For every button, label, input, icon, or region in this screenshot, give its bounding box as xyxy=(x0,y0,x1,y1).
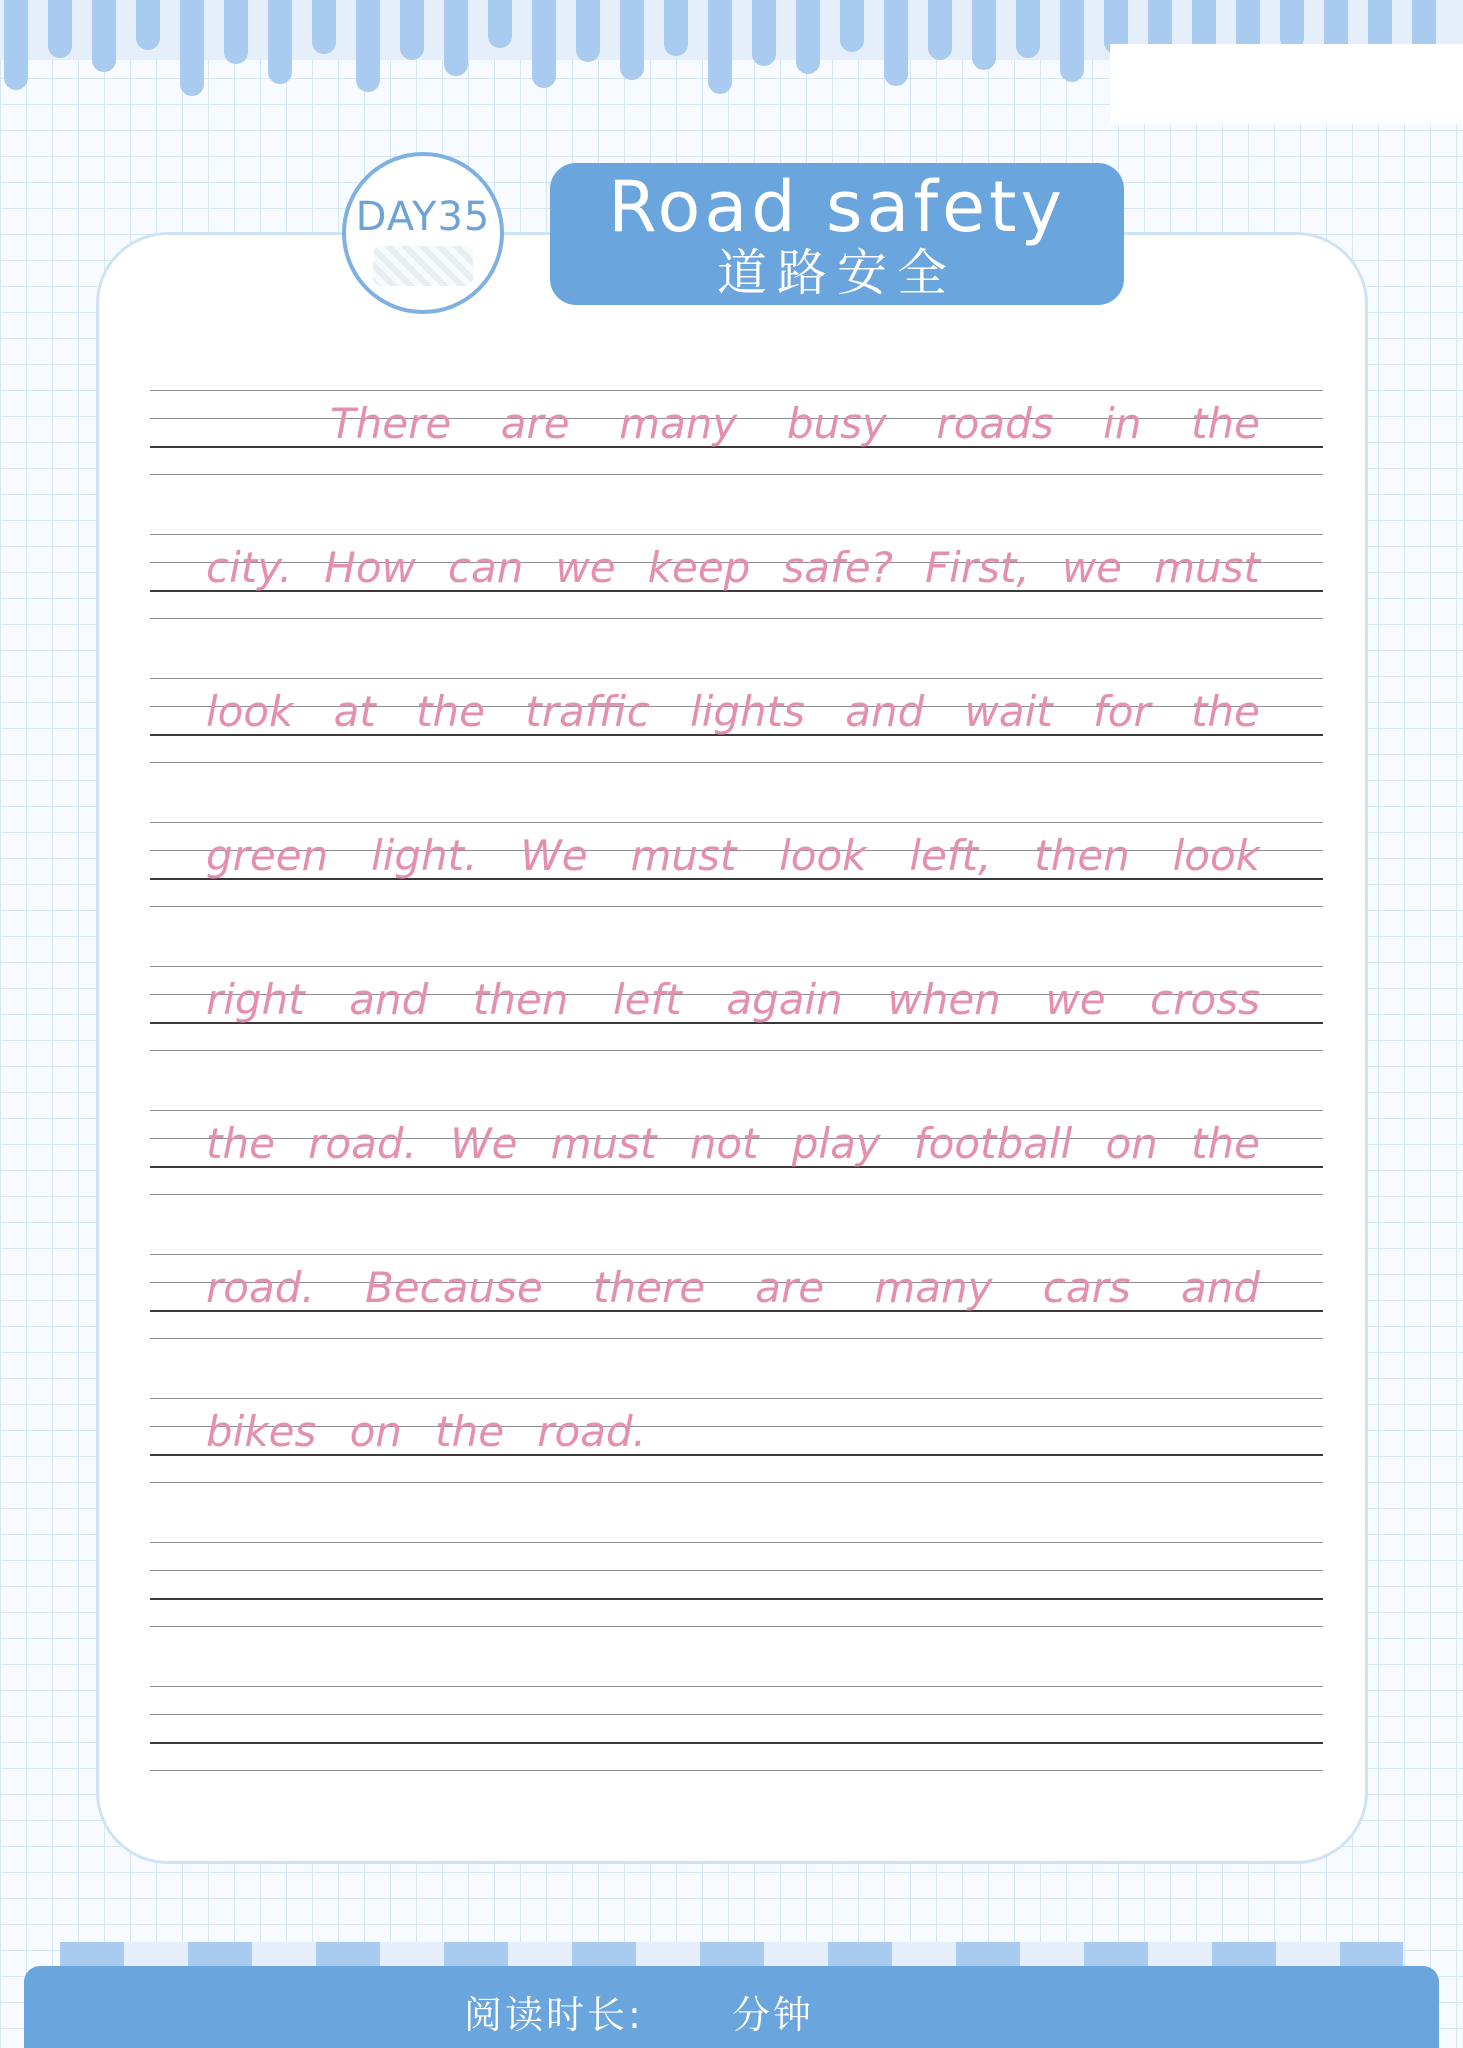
passage-word: many xyxy=(619,399,738,448)
passage-line xyxy=(206,975,1260,1035)
guide-rule xyxy=(150,1714,1323,1715)
passage-word: for xyxy=(1092,687,1151,736)
passage-word: road. xyxy=(537,1407,646,1456)
passage-word: the xyxy=(1190,1119,1260,1168)
passage-word: left xyxy=(613,975,682,1024)
passage-word: are xyxy=(755,1263,825,1312)
passage-word: First, xyxy=(924,543,1030,592)
passage-word: the xyxy=(435,1407,505,1456)
passage-word: busy xyxy=(786,399,887,448)
passage-word: when xyxy=(887,975,1001,1024)
passage-word: football xyxy=(913,1119,1073,1168)
guide-rule xyxy=(150,1570,1323,1571)
passage-word: There xyxy=(330,399,452,448)
guide-rule xyxy=(150,1542,1323,1543)
passage-word: roads xyxy=(936,399,1054,448)
footer-bar xyxy=(24,1966,1439,2048)
passage-word: traffic xyxy=(525,687,650,736)
guide-rule xyxy=(150,1338,1323,1339)
passage-word: wait xyxy=(964,687,1053,736)
guide-rule xyxy=(150,618,1323,619)
passage-word: and xyxy=(349,975,429,1024)
passage-word: left, xyxy=(909,831,992,880)
guide-rule xyxy=(150,966,1323,967)
page-title: Road safety xyxy=(608,166,1066,248)
passage-word: city. xyxy=(206,543,293,592)
guide-rule xyxy=(150,1742,1323,1744)
passage-word: must xyxy=(550,1119,657,1168)
passage-word: in xyxy=(1103,399,1142,448)
guide-rule xyxy=(150,822,1323,823)
guide-rule xyxy=(150,1254,1323,1255)
passage-word: cars xyxy=(1042,1263,1131,1312)
drip-decoration xyxy=(48,0,72,58)
passage-word: there xyxy=(593,1263,706,1312)
guide-rule xyxy=(150,1770,1323,1771)
passage-word: road. xyxy=(308,1119,417,1168)
drip-decoration xyxy=(92,0,116,72)
passage-word: We xyxy=(450,1119,518,1168)
passage-word: again xyxy=(726,975,843,1024)
guide-rule xyxy=(150,762,1323,763)
passage-word: are xyxy=(500,399,570,448)
passage-word: Because xyxy=(364,1263,543,1312)
passage-word: must xyxy=(1154,543,1260,592)
guide-rule xyxy=(150,906,1323,907)
passage-line xyxy=(330,399,1260,459)
passage-word: cross xyxy=(1150,975,1260,1024)
passage-line xyxy=(206,687,1260,747)
passage-word: the xyxy=(416,687,486,736)
passage-word: we xyxy=(555,543,616,592)
reading-time-label: 阅读时长: xyxy=(464,1993,644,2037)
guide-rule xyxy=(150,1626,1323,1627)
day-label: DAY35 xyxy=(355,194,491,240)
passage-word: safe? xyxy=(782,543,893,592)
passage-word: road. xyxy=(206,1263,315,1312)
page-title-chinese: 道路安全 xyxy=(717,244,957,302)
passage-word: and xyxy=(1180,1263,1260,1312)
passage-word: bikes xyxy=(206,1407,317,1456)
passage-word: not xyxy=(689,1119,759,1168)
guide-rule xyxy=(150,1110,1323,1111)
passage-line xyxy=(206,1119,1260,1179)
guide-rule xyxy=(150,390,1323,391)
passage-word: look xyxy=(206,687,294,736)
passage-word: look xyxy=(779,831,867,880)
passage-word: on xyxy=(349,1407,402,1456)
passage-line xyxy=(206,1407,646,1467)
passage-word: right xyxy=(206,975,305,1024)
passage-word: and xyxy=(845,687,925,736)
passage-word: then xyxy=(472,975,569,1024)
guide-rule xyxy=(150,534,1323,535)
passage-word: we xyxy=(1045,975,1106,1024)
passage-word: lights xyxy=(690,687,805,736)
passage-word: we xyxy=(1061,543,1123,592)
passage-word: can xyxy=(447,543,524,592)
passage-word: keep xyxy=(647,543,751,592)
guide-rule xyxy=(150,1686,1323,1687)
guide-rule xyxy=(150,1194,1323,1195)
passage-word: the xyxy=(206,1119,275,1168)
passage-line xyxy=(206,1263,1260,1323)
passage-word: at xyxy=(333,687,376,736)
guide-rule xyxy=(150,678,1323,679)
drip-decoration xyxy=(4,0,28,90)
passage-word: on xyxy=(1105,1119,1158,1168)
passage-word: many xyxy=(874,1263,993,1312)
passage-word: the xyxy=(1190,399,1260,448)
guide-rule xyxy=(150,1050,1323,1051)
footer-decoration-strip xyxy=(60,1942,1403,1968)
guide-rule xyxy=(150,474,1323,475)
passage-word: We xyxy=(520,831,588,880)
reading-time-unit: 分钟 xyxy=(732,1993,815,2037)
passage-word: must xyxy=(630,831,737,880)
guide-rule xyxy=(150,1598,1323,1600)
guide-rule xyxy=(150,1398,1323,1399)
passage-word: green xyxy=(206,831,329,880)
passage-line xyxy=(206,543,1260,603)
passage-word: play xyxy=(791,1119,881,1168)
passage-word: How xyxy=(324,543,416,592)
guide-rule xyxy=(150,1482,1323,1483)
passage-word: the xyxy=(1190,687,1260,736)
passage-word: look xyxy=(1172,831,1260,880)
passage-word: then xyxy=(1034,831,1130,880)
passage-line xyxy=(206,831,1260,891)
passage-word: light. xyxy=(371,831,478,880)
